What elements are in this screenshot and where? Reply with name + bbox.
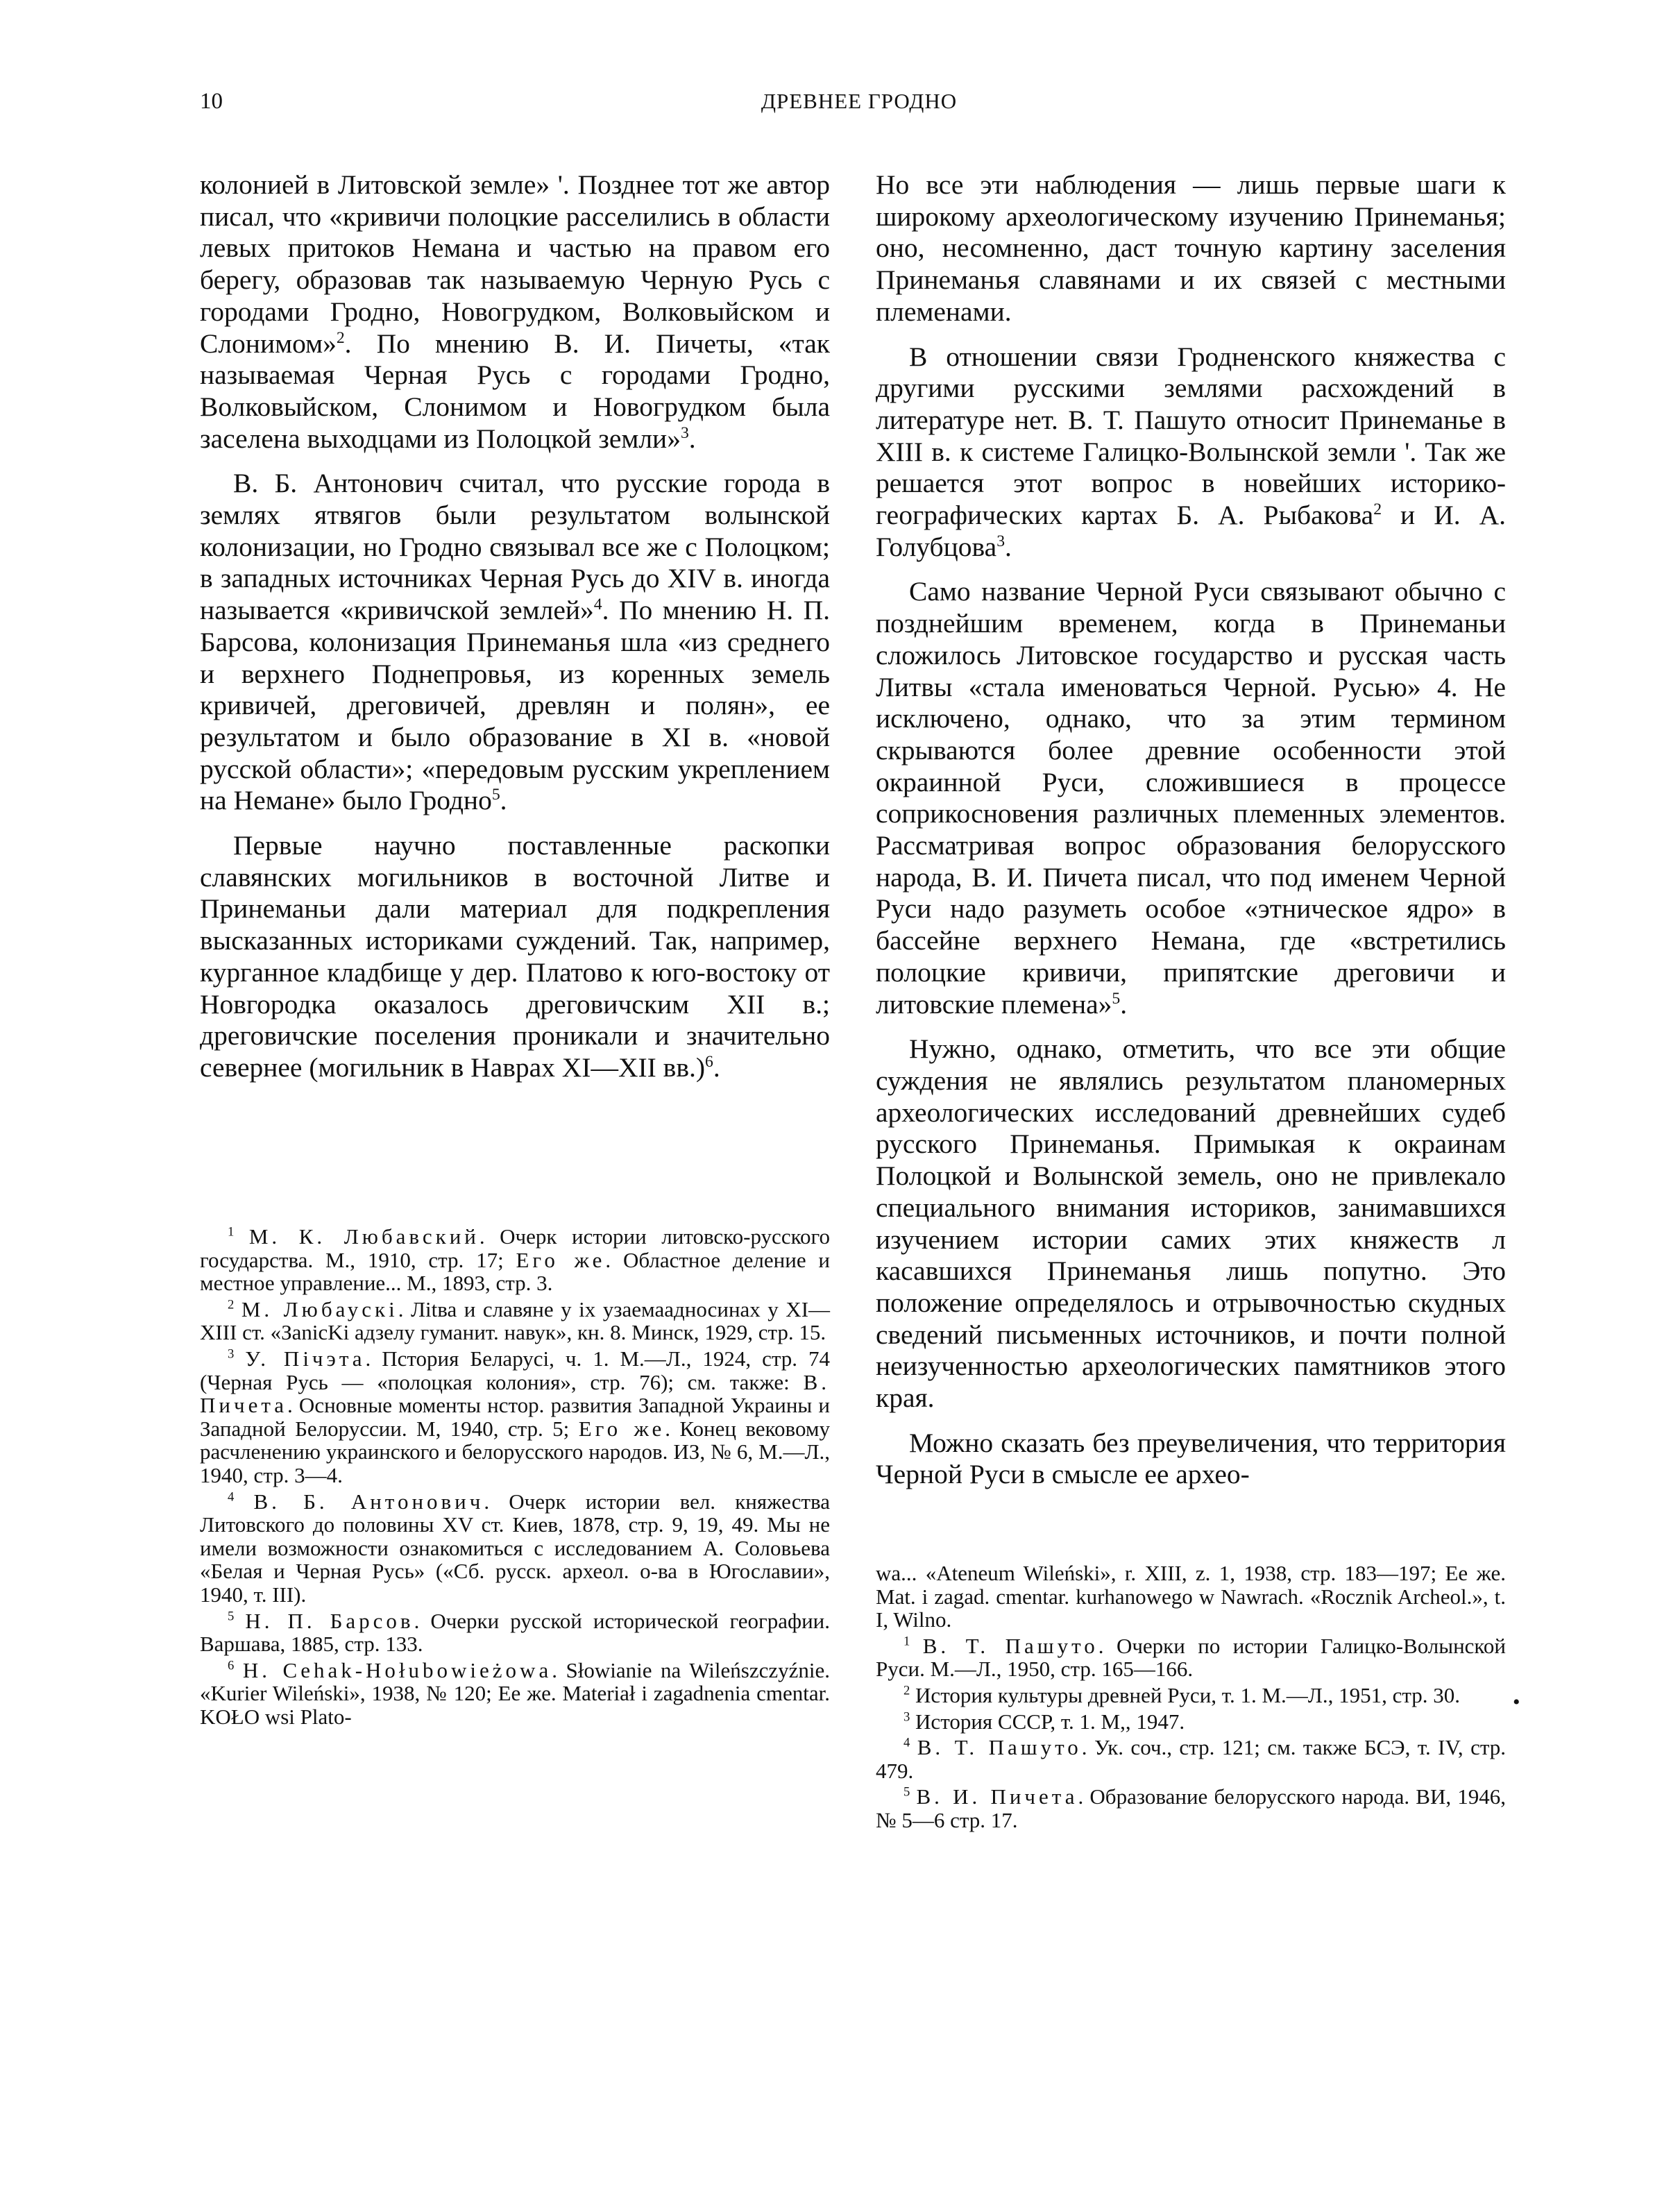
left-column — [200, 169, 830, 1097]
footnote: $^1$ В. Т. Пашуто. Очерки по истории Галицко-Волынской Руси. М.—Л., 1950, стр. 165—166. — [876, 1633, 1507, 1682]
page-header — [200, 89, 1518, 130]
footnote: $^2$ М. Любаускі. Ліtва и славяне у іх узаемаадносинах у XI—XIII ст. «ЗanicKi адзелу гуманит. навук», кн. 8. Минск, 1929, стр. 15. — [200, 1296, 831, 1345]
footnote: $^4$ В. Т. Пашуто. Ук. соч., стр. 121; см. также БСЭ, т. IV, стр. 479. — [876, 1735, 1507, 1783]
footnote: $^5$ В. И. Пичета. Образование белорусского народа. ВИ, 1946, № 5—6 стр. 17. — [876, 1784, 1507, 1832]
paragraph: Можно сказать без преувеличения, что территория Черной Руси в смысле ее архео- — [876, 1427, 1506, 1490]
page-number: 10 — [200, 89, 223, 114]
footnote: $^4$ В. Б. Антонович. Очерк истории вел. княжества Литовского до половины XV ст. Киев, 1878, стр. 9, 19, 49. Мы не имели возможности ознакомиться с исследованием А. Соловьева «Белая и Черная Русь» («Сб. русск. археол. о-ва в Югославии», 1940, т. III). — [200, 1489, 830, 1607]
footnotes-left — [200, 1225, 830, 1731]
paragraph: Первые научно поставленные раскопки славянских могильников в восточной Литве и Принеманьи дали материал для подкрепления высказанных историками суждений. Так, например, курганное кладбище у дер. Платово к юго-востоку от Новгородка оказалось дреговичским XII в.; дреговичские поселения проникали и значительно севернее (могильник в Наврах XI—XII вв.)$^6$. — [200, 830, 830, 1083]
footnote: $^1$ М. К. Любавский. Очерк истории литовско-русского государства. М., 1910, стр. 17; Его же. Областное деление и местное управление... М., 1893, стр. 3. — [200, 1224, 831, 1296]
paragraph: Само название Черной Руси связывают обычно с позднейшим временем, когда в Принеманьи сложилось Литовское государство и русская часть Литвы «стала именоваться Черной. Русью» 4. Не исключено, однако, что за этим термином скрываются более древние особенности этой окраинной Руси, сложившиеся в процессе соприкосновения различных племенных элементов. Рассматривая вопрос образования белорусского народа, В. И. Пичета писал, что под именем Черной Руси надо разуметь особое «этническое ядро» в бассейне верхнего Немана, где «встретились полоцкие кривичи, припятские дреговичи и литовские племена»$^5$. — [876, 576, 1506, 1020]
paragraph: колонией в Литовской земле» '. Позднее тот же автор писал, что «кривичи полоцкие расселились в области левых притоков Немана и частью на правом его берегу, образовав так называемую Черную Русь с городами Гродно, Новогрудком, Волковыйском и Слонимом»$^2$. По мнению В. И. Пичеты, «так называемая Черная Русь с городами Гродно, Волковыйском, Слонимом и Новогрудком была заселена выходцами из Полоцкой земли»$^3$. — [200, 169, 830, 454]
footnote: $^3$ У. Пiчэта. Пстория Беларусi, ч. 1. М.—Л., 1924, стр. 74 (Черная Русь — «полоцкая колония», стр. 76); см. также: В. Пичета. Основные моменты нстор. развития Западной Украины и Западной Белоруссии. М, 1940, стр. 5; Его же. Конец вековому расчленению украинского и белорусского народов. ИЗ, № 6, М.—Л., 1940, стр. 3—4. — [200, 1346, 830, 1487]
right-column — [876, 169, 1506, 1504]
footnote: $^3$ История СССР, т. 1. М,, 1947. — [903, 1709, 1185, 1734]
footnotes-right — [876, 1562, 1506, 1835]
footnote: $^2$ История культуры древней Руси, т. 1. М.—Л., 1951, стр. 30. — [903, 1682, 1461, 1707]
margin-bullet: • — [1513, 1691, 1520, 1714]
paragraph: В отношении связи Гродненского княжества с другими русскими землями расхождений в литературе нет. В. Т. Пашуто относит Принеманье в XIII в. к системе Галицко-Волынской земли '. Так же решается этот вопрос в новейших историко-географических картах Б. А. Рыбакова$^2$ и И. А. Голубцова$^3$. — [876, 341, 1506, 562]
footnote: $^6$ H. Cehak-Hołubowieżowa. Słowianie na Wileńszczyźnie. «Kurier Wileński», 1938, № 120; Ее же. Materiał i zagadnenia cmentar. KOŁO wsi Plato- — [200, 1657, 831, 1729]
paragraph: Нужно, однако, отметить, что все эти общие суждения не являлись результатом планомерных археологических исследований древнейших судеб русского Принеманья. Примыкая к окраинам Полоцкой и Волынской земель, оно не привлекало специального внимания историков, занимавшихся изучением истории самих этих княжеств л касавшихся Принеманья лишь попутно. Это положение определялось и отрывочностью скудных сведений письменных источников, и почти полной неизученностью археологических памятников этого края. — [876, 1033, 1506, 1414]
paragraph: В. Б. Антонович считал, что русские города в землях ятвягов были результатом волынской колонизации, но Гродно связывал все же с Полоцком; в западных источниках Черная Русь до XIV в. иногда называется «кривичской землей»$^4$. По мнению Н. П. Барсова, колонизация Принеманья шла «из среднего и верхнего Поднепровья, из коренных земель кривичей, дреговичей, древлян и полян», ее результатом и было образование в XI в. «новой русской области»; «передовым русским укреплением на Немане» было Гродно$^5$. — [200, 468, 831, 816]
footnote: wa... «Ateneum Wileński», r. XIII, z. 1, 1938, стр. 183—197; Ее же. Mat. i zagad. cmentar. kurhanowego w Nawrach. «Rocznik Archeol.», t. I, Wilno. — [876, 1561, 1506, 1632]
paragraph: Но все эти наблюдения — лишь первые шаги к широкому археологическому изучению Принеманья; оно, несомненно, даст точную картину заселения Принеманья славянами и их связей с местными племенами. — [876, 169, 1506, 327]
running-title: ДРЕВНЕЕ ГРОДНО — [761, 89, 958, 113]
footnote: $^5$ Н. П. Барсов. Очерки русской исторической географии. Варшава, 1885, стр. 133. — [200, 1608, 831, 1657]
